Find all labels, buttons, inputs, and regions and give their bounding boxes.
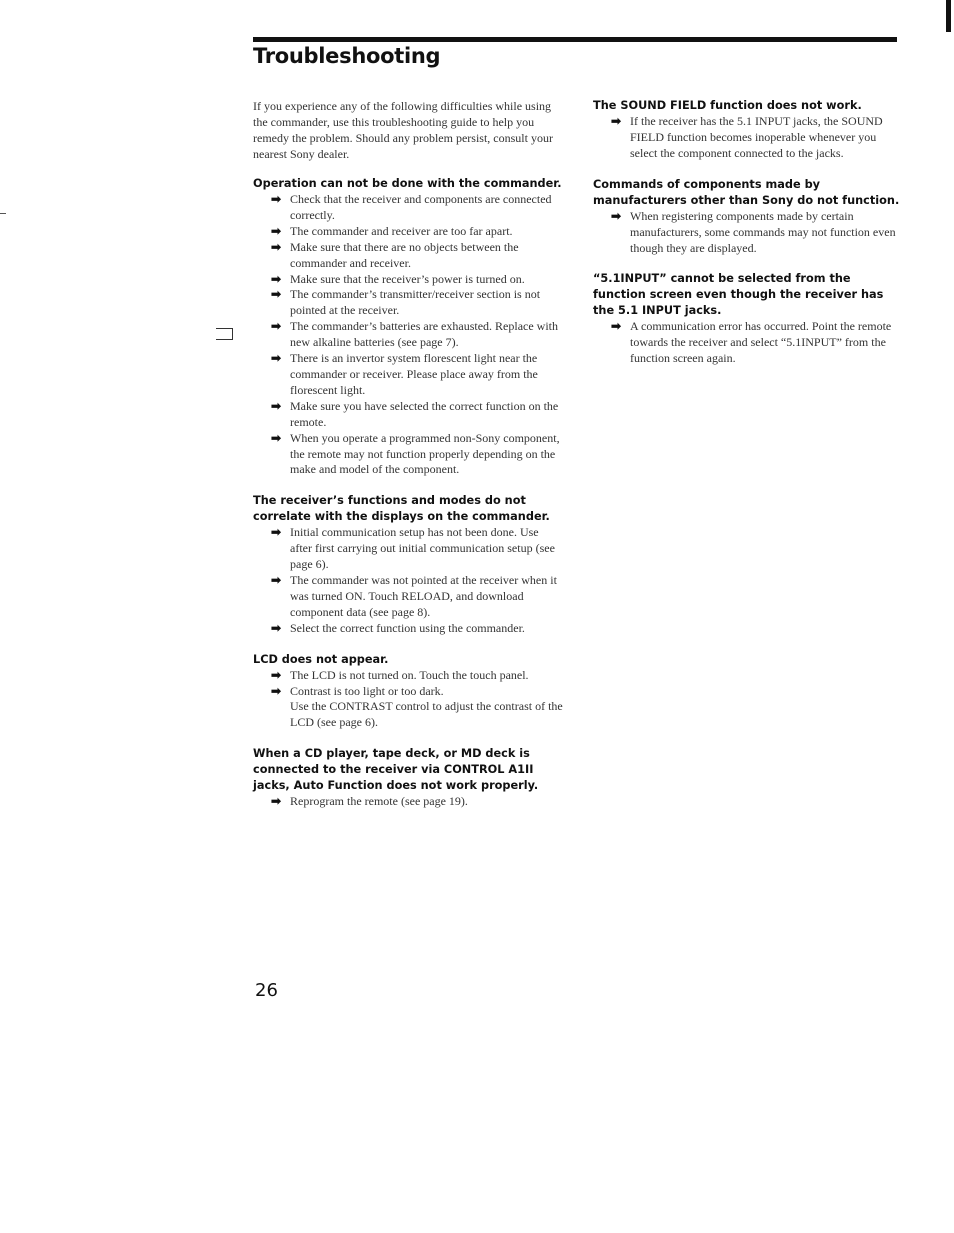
arrow-right-icon: ➡ <box>271 667 282 682</box>
arrow-right-icon: ➡ <box>271 573 282 588</box>
remedy-text: Make sure that the receiver’s power is turned on. <box>290 271 525 286</box>
remedy-text: The commander and receiver are too far apart. <box>290 223 513 238</box>
arrow-right-icon: ➡ <box>611 208 622 223</box>
title-rule <box>253 37 897 42</box>
arrow-right-icon: ➡ <box>271 398 282 413</box>
arrow-right-icon: ➡ <box>271 192 282 206</box>
right-column <box>593 98 903 382</box>
arrow-right-icon: ➡ <box>271 287 282 302</box>
remedy-text: A communication error has occurred. Point the remote towards the receiver and select “5.1INPUT” from the function screen again. <box>630 319 892 366</box>
remedy-item <box>253 399 563 431</box>
section-heading: Commands of components made by manufacturers other than Sony do not function. <box>593 177 900 207</box>
remedy-item <box>253 351 563 399</box>
remedy-text: Initial communication setup has not been done. Use after first carrying out initial communication setup (see page 6). <box>290 525 555 572</box>
troubleshooting-section <box>253 493 563 636</box>
troubleshooting-section <box>593 271 903 367</box>
remedy-text: Make sure you have selected the correct function on the remote. <box>290 398 559 429</box>
arrow-right-icon: ➡ <box>271 239 282 254</box>
intro-paragraph: If you experience any of the following difficulties while using the commander, use this troubleshooting guide to help you remedy the problem. Should any problem persist, consult your nearest Sony dealer. <box>253 99 553 161</box>
arrow-right-icon: ➡ <box>271 351 282 366</box>
arrow-right-icon: ➡ <box>271 794 282 809</box>
arrow-right-icon: ➡ <box>271 271 282 286</box>
remedy-text: Make sure that there are no objects between the commander and receiver. <box>290 239 519 270</box>
remedy-item <box>253 272 563 288</box>
arrow-right-icon: ➡ <box>611 114 622 128</box>
right-sections <box>593 98 903 367</box>
remedy-item <box>253 573 563 621</box>
troubleshooting-section <box>253 652 563 732</box>
remedy-text: Reprogram the remote (see page 19). <box>290 794 468 809</box>
troubleshooting-section <box>593 177 903 257</box>
section-heading: Operation can not be done with the commander. <box>253 177 562 190</box>
remedy-item <box>253 192 563 224</box>
remedy-extra-text: Use the CONTRAST control to adjust the contrast of the LCD (see page 6). <box>290 699 563 730</box>
remedy-item <box>253 431 563 479</box>
remedy-text: When you operate a programmed non-Sony component, the remote may not function properly depending on the make and model of the component. <box>290 430 560 477</box>
margin-mark <box>0 213 6 214</box>
remedy-item <box>253 794 563 810</box>
arrow-right-icon: ➡ <box>271 525 282 540</box>
remedy-item <box>253 287 563 319</box>
remedy-text: When registering components made by certain manufacturers, some commands may not function even though they are displayed. <box>630 208 896 255</box>
remedy-text: The commander was not pointed at the receiver when it was turned ON. Touch RELOAD, and download component data (see page 8). <box>290 573 557 619</box>
arrow-right-icon: ➡ <box>611 319 622 334</box>
arrow-right-icon: ➡ <box>271 430 282 445</box>
arrow-right-icon: ➡ <box>271 683 282 698</box>
remedy-text: The commander’s batteries are exhausted. Replace with new alkaline batteries (see page 7). <box>290 319 559 350</box>
section-heading: “5.1INPUT” cannot be selected from the function screen even though the receiver has the 5.1 INPUT jacks. <box>593 272 884 318</box>
section-heading: LCD does not appear. <box>253 652 389 666</box>
page-title: Troubleshooting <box>253 44 441 68</box>
page-number: 26 <box>255 980 278 1001</box>
remedy-item <box>253 240 563 272</box>
arrow-right-icon: ➡ <box>271 223 282 238</box>
margin-bracket-mark <box>216 328 233 340</box>
remedy-item <box>593 209 903 257</box>
remedy-text: If the receiver has the 5.1 INPUT jacks, the SOUND FIELD function becomes inoperable whenever you select the component connected to the jacks. <box>630 114 883 160</box>
remedy-item <box>253 621 563 637</box>
remedy-text: There is an invertor system florescent light near the commander or receiver. Please place away from the florescent light. <box>290 351 538 397</box>
arrow-right-icon: ➡ <box>271 319 282 334</box>
remedy-item <box>253 525 563 573</box>
left-column <box>253 98 563 825</box>
remedy-item <box>253 684 563 732</box>
remedy-text: Check that the receiver and components are connected correctly. <box>290 192 552 222</box>
remedy-item <box>253 224 563 240</box>
remedy-item <box>593 319 903 367</box>
remedy-text: Contrast is too light or too dark. <box>290 683 444 698</box>
troubleshooting-section <box>593 98 903 162</box>
arrow-right-icon: ➡ <box>271 620 282 635</box>
remedy-item <box>593 114 903 162</box>
remedy-item <box>253 319 563 351</box>
remedy-text: The commander’s transmitter/receiver section is not pointed at the receiver. <box>290 287 541 318</box>
edge-mark <box>946 0 951 32</box>
remedy-text: The LCD is not turned on. Touch the touch panel. <box>290 667 529 682</box>
section-heading: The SOUND FIELD function does not work. <box>593 99 862 112</box>
troubleshooting-section <box>253 746 563 810</box>
left-sections <box>253 176 563 810</box>
section-heading: When a CD player, tape deck, or MD deck is connected to the receiver via CONTROL A1II jacks, Auto Function does not work properly. <box>253 747 539 793</box>
remedy-text: Select the correct function using the commander. <box>290 620 525 635</box>
section-heading: The receiver’s functions and modes do not correlate with the displays on the commander. <box>253 494 550 524</box>
troubleshooting-section <box>253 176 563 478</box>
remedy-item <box>253 668 563 684</box>
